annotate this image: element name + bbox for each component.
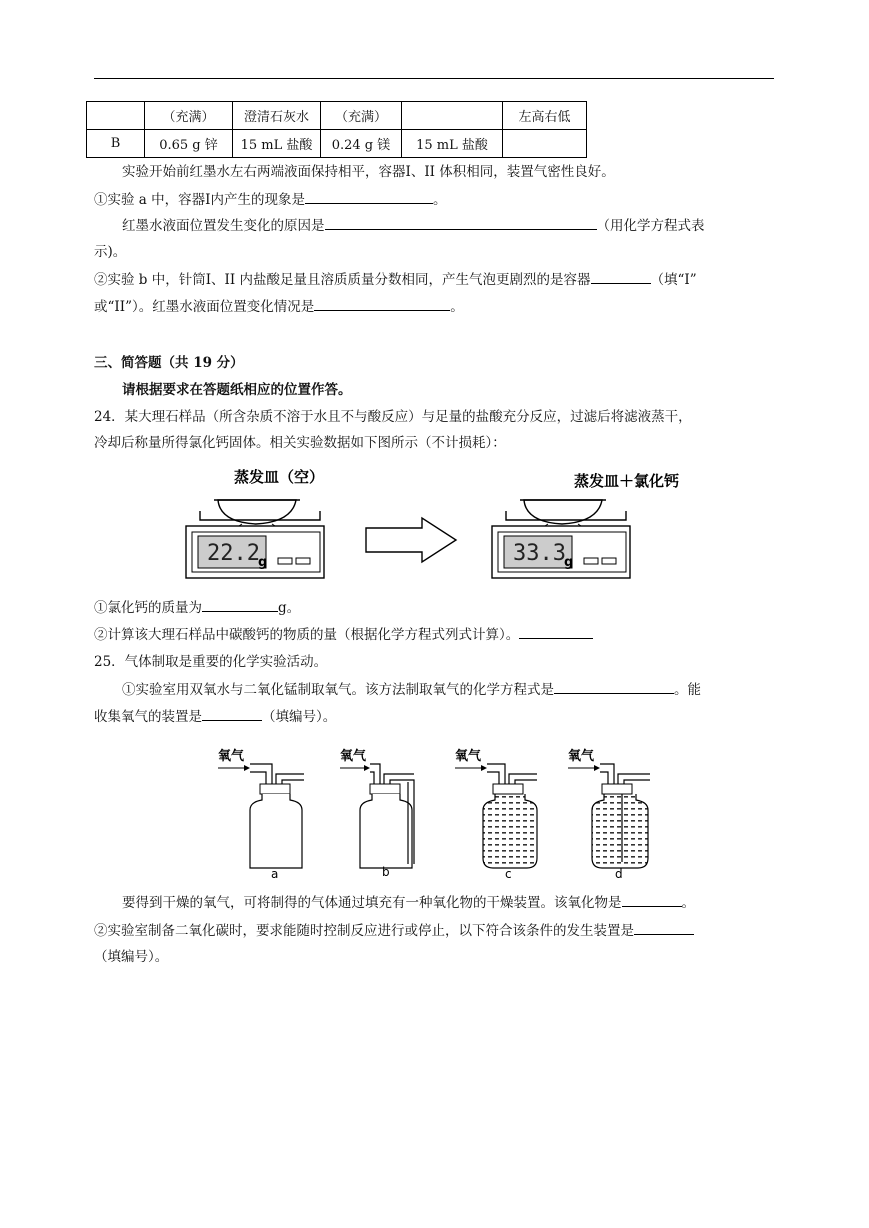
scale-right-label: 蒸发皿＋氯化钙 — [574, 472, 680, 490]
question-text: 。 — [432, 192, 447, 208]
answer-blank[interactable] — [519, 625, 593, 639]
question-text: 要得到干燥的氧气，可将制得的气体通过填充有一种氧化物的干燥装置。该氧化物是 — [122, 895, 622, 911]
answer-blank[interactable] — [622, 893, 682, 907]
gas-label: 氧气 — [568, 749, 595, 764]
question-text: ①实验 a 中，容器Ⅰ内产生的现象是 — [94, 192, 305, 208]
table-cell — [503, 130, 587, 158]
q24-text: 24．某大理石样品（所含杂质不溶于水且不与酸反应）与足量的盐酸充分反应，过滤后将滤液蒸干， — [94, 409, 692, 425]
question-a-reason — [122, 216, 705, 236]
bottle-label: c — [505, 867, 512, 881]
q24-text: 冷却后称量所得氯化钙固体。相关实验数据如下图所示（不计损耗）： — [94, 435, 506, 451]
header-rule — [94, 78, 774, 79]
scale-right — [492, 472, 679, 578]
scale-left-label: 蒸发皿（空） — [234, 468, 325, 486]
question-text: 。能 — [674, 682, 701, 698]
answer-blank[interactable] — [591, 270, 651, 284]
section-title: 三、简答题（共 19 分） — [94, 355, 244, 371]
question-text: （用化学方程式表 — [596, 218, 705, 234]
answer-blank[interactable] — [325, 216, 597, 230]
question-text: （填编号）。 — [94, 949, 169, 965]
question-b — [94, 270, 697, 290]
table-cell: 左高右低 — [503, 102, 587, 130]
answer-blank[interactable] — [554, 680, 674, 694]
bottle-c — [455, 748, 537, 881]
q24-part1 — [94, 598, 300, 618]
table-cell: （充满） — [321, 102, 402, 130]
bottle-label: d — [615, 867, 623, 881]
bottle-icon — [360, 794, 412, 868]
question-text: 。 — [681, 895, 695, 911]
q25-part1 — [122, 680, 701, 700]
q24-part2 — [94, 625, 593, 645]
question-b-cont — [94, 297, 464, 317]
unit-label: g — [258, 555, 268, 570]
scale-reading: 33.3 — [513, 541, 566, 566]
experiment-table — [86, 101, 587, 158]
question-text: ②计算该大理石样品中碳酸钙的物质的量（根据化学方程式列式计算）。 — [94, 627, 520, 643]
bottle-label: b — [382, 865, 390, 879]
answer-blank[interactable] — [634, 921, 694, 935]
question-text: 。 — [450, 299, 464, 315]
table-cell: B — [87, 130, 145, 158]
table-cell — [87, 102, 145, 130]
gas-label: 氧气 — [218, 749, 245, 764]
table-cell: 澄清石灰水 — [233, 102, 321, 130]
bottle-b — [340, 748, 414, 879]
q25-part1-cont — [94, 707, 336, 727]
question-text: ①氯化钙的质量为 — [94, 600, 202, 616]
question-text: ①实验室用双氧水与二氧化锰制取氧气。该方法制取氧气的化学方程式是 — [122, 682, 554, 698]
question-text: （填编号）。 — [262, 709, 337, 725]
table-cell: （充满） — [145, 102, 233, 130]
table-row — [87, 102, 587, 130]
table-cell: 15 mL 盐酸 — [233, 130, 321, 158]
question-text: 收集氧气的装置是 — [94, 709, 202, 725]
question-text: 或“II”）。红墨水液面位置变化情况是 — [94, 299, 315, 315]
table-cell: 15 mL 盐酸 — [402, 130, 503, 158]
table-cell: 0.24 g 镁 — [321, 130, 402, 158]
question-a — [94, 190, 446, 210]
gas-label: 氧气 — [455, 749, 482, 764]
table-cell — [402, 102, 503, 130]
question-text: g。 — [278, 600, 301, 616]
scale-reading: 22.2 — [207, 541, 260, 566]
question-text: ②实验 b 中，针筒Ⅰ、II 内盐酸足量且溶质质量分数相同，产生气泡更剧烈的是容器 — [94, 272, 591, 288]
gas-label: 氧气 — [340, 749, 367, 764]
bottle-icon — [250, 794, 302, 868]
table-cell: 0.65 g 锌 — [145, 130, 233, 158]
section-instruction: 请根据要求在答题纸相应的位置作答。 — [122, 382, 352, 398]
scale-figure — [180, 462, 680, 587]
question-text: （填“Ⅰ” — [650, 272, 697, 288]
answer-blank[interactable] — [202, 598, 278, 612]
drying-question — [122, 893, 695, 913]
bottle-d — [568, 748, 650, 881]
q25-part2 — [94, 921, 694, 941]
unit-label: g — [564, 555, 574, 570]
bottle-icon — [483, 794, 537, 868]
question-text: ②实验室制备二氧化碳时，要求能随时控制反应进行或停止，以下符合该条件的发生装置是 — [94, 923, 634, 939]
table-row — [87, 130, 587, 158]
q25-text: 25．气体制取是重要的化学实验活动。 — [94, 654, 328, 670]
question-text: 示)。 — [94, 244, 127, 260]
arrow-icon — [366, 518, 456, 562]
bottle-label: a — [271, 867, 279, 881]
bottle-icon — [592, 794, 648, 868]
answer-blank[interactable] — [202, 707, 262, 721]
answer-blank[interactable] — [314, 297, 450, 311]
paragraph-setup: 实验开始前红墨水左右两端液面保持相平，容器Ⅰ、II 体积相同，装置气密性良好。 — [122, 164, 615, 180]
answer-blank[interactable] — [305, 190, 433, 204]
gas-collection-figure — [210, 740, 660, 880]
bottle-a — [218, 748, 304, 881]
question-text: 红墨水液面位置发生变化的原因是 — [122, 218, 325, 234]
scale-left — [186, 468, 324, 578]
